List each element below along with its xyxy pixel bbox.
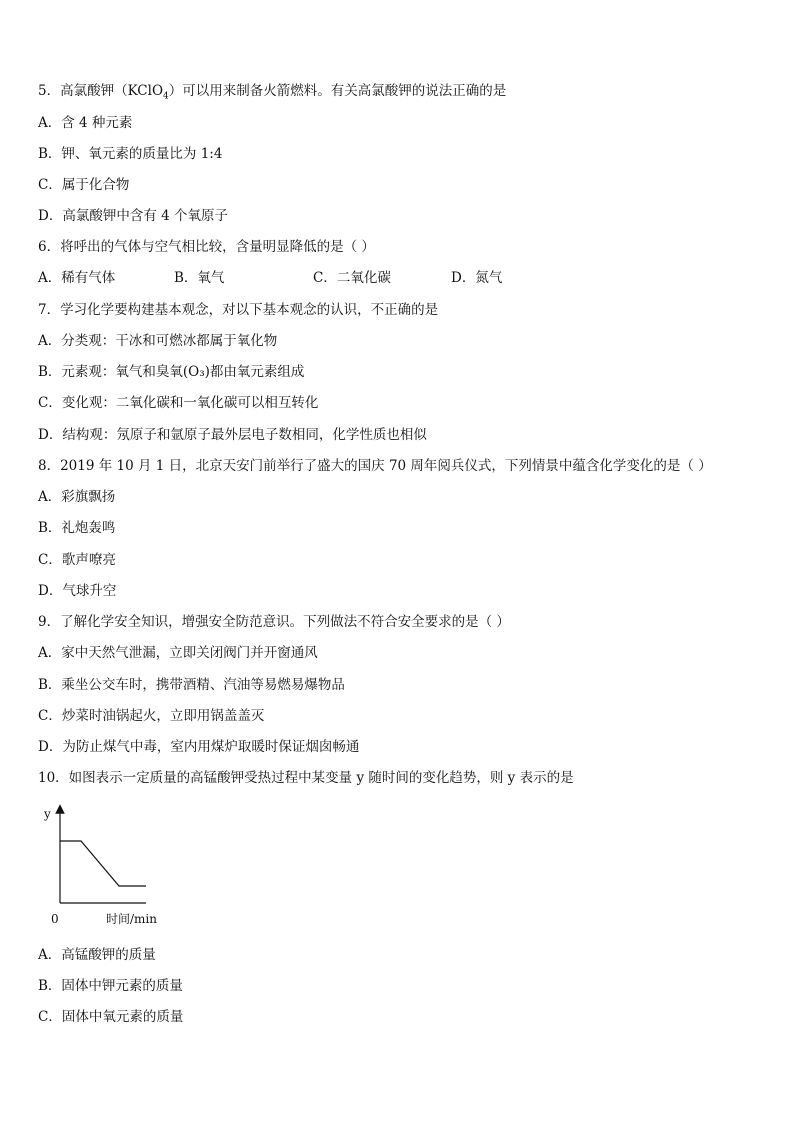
question-5-option-d: D．高氯酸钾中含有 4 个氧原子 (38, 208, 228, 224)
question-6-stem: 6．将呼出的气体与空气相比较，含量明显降低的是（ ） (38, 239, 375, 255)
question-9-option-c: C．炒菜时油锅起火，立即用锅盖盖灭 (38, 708, 265, 724)
question-10-option-b: B．固体中钾元素的质量 (38, 978, 183, 994)
question-6-options (38, 268, 502, 288)
question-7-option-a: A．分类观：干冰和可燃冰都属于氧化物 (38, 333, 278, 349)
question-8-stem: 8．2019 年 10 月 1 日，北京天安门前举行了盛大的国庆 70 周年阅兵仪式，下列情景中蕴含化学变化的是（ ） (38, 458, 712, 474)
graph-y-label: y (44, 807, 51, 821)
graph-curve (60, 841, 146, 886)
question-5-stem: 5．高氯酸钾（KClO$_4$）可以用来制备火箭燃料。有关高氯酸钾的说法正确的是 (38, 83, 507, 102)
question-9-option-a: A．家中天然气泄漏，立即关闭阀门并开窗通风 (38, 645, 318, 661)
question-9-stem: 9．了解化学安全知识，增强安全防范意识。下列做法不符合安全要求的是（ ） (38, 614, 510, 630)
question-6-option-b: B．氧气 (174, 270, 225, 286)
question-7-option-d: D．结构观：氖原子和氩原子最外层电子数相同，化学性质也相似 (38, 427, 427, 443)
question-9-option-b: B．乘坐公交车时，携带酒精、汽油等易燃易爆物品 (38, 677, 345, 693)
question-8-option-a: A．彩旗飘扬 (38, 489, 116, 505)
question-8-option-c: C．歌声嘹亮 (38, 552, 116, 568)
question-10-option-c: C．固体中氧元素的质量 (38, 1009, 184, 1025)
question-8-option-b: B．礼炮轰鸣 (38, 520, 116, 536)
question-6-option-d: D．氮气 (451, 270, 503, 286)
question-7-option-b: B．元素观：氧气和臭氧(O₃)都由氧元素组成 (38, 364, 305, 380)
question-10-stem: 10．如图表示一定质量的高锰酸钾受热过程中某变量 y 随时间的变化趋势，则 y 表示的是 (38, 770, 574, 786)
question-7-option-c: C．变化观：二氧化碳和一氧化碳可以相互转化 (38, 395, 319, 411)
question-10-graph (36, 803, 176, 931)
question-8-option-d: D．气球升空 (38, 583, 117, 599)
graph-origin-label: 0 (51, 912, 59, 926)
question-5-option-b: B．钾、氧元素的质量比为 1:4 (38, 146, 223, 162)
question-6-option-c: C．二氧化碳 (313, 270, 391, 286)
question-10-option-a: A．高锰酸钾的质量 (38, 947, 156, 963)
question-5-option-c: C．属于化合物 (38, 177, 130, 193)
question-5-option-a: A．含 4 种元素 (38, 115, 133, 131)
question-9-option-d: D．为防止煤气中毒，室内用煤炉取暖时保证烟囱畅通 (38, 739, 360, 755)
question-7-stem: 7．学习化学要构建基本观念，对以下基本观念的认识，不正确的是 (38, 302, 439, 318)
graph-x-label: 时间/min (106, 912, 157, 926)
question-6-option-a: A．稀有气体 (38, 270, 116, 286)
